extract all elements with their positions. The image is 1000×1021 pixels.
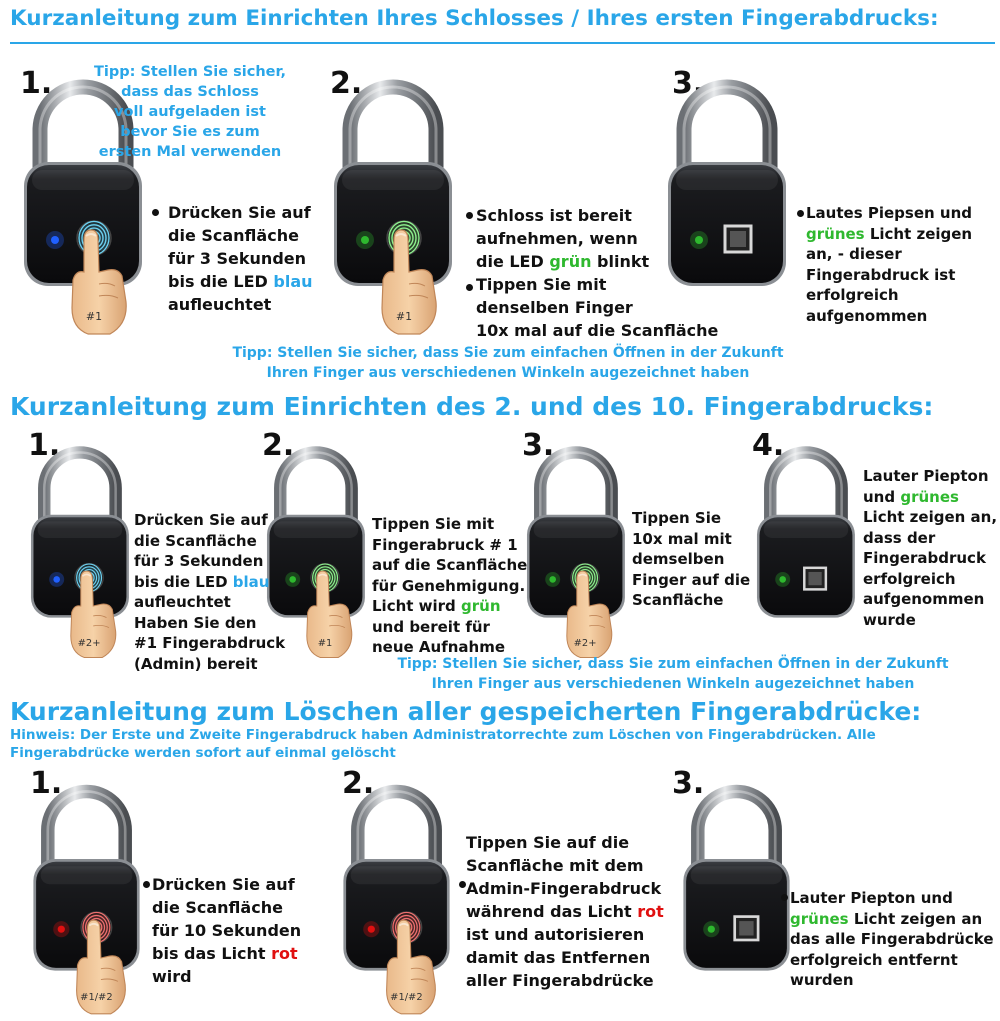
section2-heading: Kurzanleitung zum Einrichten des 2. und des 10. Fingerabdrucks: xyxy=(10,392,934,421)
s3-step1-text: Drücken Sie auf die Scanfläche für 10 Sekunden bis das Licht rot wird xyxy=(152,875,302,986)
s2-angle-tip: Tipp: Stellen Sie sicher, dass Sie zum einfachen Öffnen in der Zukunft Ihren Finger aus verschiedenen Winkeln augezeichnet haben xyxy=(397,656,949,692)
s3-step3-number: 3. xyxy=(672,766,705,801)
s1-step2-text: Schloss ist bereit aufnehmen, wenn die LED grün blinkt Tippen Sie mit denselben Finger 10x mal auf die Scanfläche xyxy=(476,206,719,340)
s1-step3-text: Lautes Piepsen und grünes Licht zeigen an, - dieser Fingerabdruck ist erfolgreich aufgenommen xyxy=(806,204,973,325)
finger-label: #1 xyxy=(317,637,333,649)
s3-step2-number: 2. xyxy=(342,766,375,801)
finger-label: #2+ xyxy=(573,637,597,649)
s1-step3-number: 3. xyxy=(672,66,705,101)
s2-step4-text: Lauter Piepton und grünes Licht zeigen an, dass der Fingerabdruck erfolgreich aufgenommen wurde xyxy=(863,467,998,629)
pointer-dot xyxy=(466,284,473,291)
padlock-icon xyxy=(28,778,145,1021)
s3-admin-note: Hinweis: Der Erste und Zweite Fingerabdruck haben Administratorrechte zum Löschen von Fingerabdrücken. Alle Fingerabdrücke werden sofort auf einmal gelöscht xyxy=(10,727,876,761)
pointer-dot xyxy=(797,210,804,217)
finger-label: #2+ xyxy=(77,637,101,649)
s2-step3-number: 3. xyxy=(522,428,555,463)
pointer-dot xyxy=(143,881,150,888)
section1-heading: Kurzanleitung zum Einrichten Ihres Schlosses / Ihres ersten Fingerabdrucks: xyxy=(10,6,939,31)
s2-step3-text: Tippen Sie 10x mal mit demselben Finger auf die Scanfläche xyxy=(632,509,751,609)
pointer-dot xyxy=(781,894,788,901)
pointer-dot xyxy=(152,209,159,216)
finger-label: #1/#2 xyxy=(80,992,113,1004)
s2-step1-number: 1. xyxy=(28,428,61,463)
s3-step1-number: 1. xyxy=(30,766,63,801)
s1-step1-number: 1. xyxy=(20,66,53,101)
finger-label: #1 xyxy=(85,310,103,323)
padlock-icon xyxy=(328,72,458,342)
s1-step2-number: 2. xyxy=(330,66,363,101)
padlock-icon xyxy=(522,440,630,664)
pointer-dot xyxy=(466,212,473,219)
s2-step1-text: Drücken Sie auf die Scanfläche für 3 Sekunden bis die LED blau aufleuchtet Haben Sie den #1 Fingerabdruck (Admin) bereit xyxy=(134,511,286,673)
finger-label: #1/#2 xyxy=(390,992,423,1004)
pointer-dot xyxy=(459,881,466,888)
s1-step1-text: Drücken Sie auf die Scanfläche für 3 Sekunden bis die LED blau aufleuchtet xyxy=(168,203,313,314)
s1-charge-tip: Tipp: Stellen Sie sicher, dass das Schloss voll aufgeladen ist bevor Sie es zum ersten Mal verwenden xyxy=(94,64,286,160)
s2-step4-number: 4. xyxy=(752,428,785,463)
section1-divider xyxy=(10,42,995,44)
finger-label: #1 xyxy=(395,310,413,323)
padlock-icon xyxy=(752,440,860,664)
padlock-icon xyxy=(338,778,455,1021)
section3-heading: Kurzanleitung zum Löschen aller gespeicherten Fingerabdrücke: xyxy=(10,697,922,726)
s1-angle-tip: Tipp: Stellen Sie sicher, dass Sie zum einfachen Öffnen in der Zukunft Ihren Finger aus verschiedenen Winkeln augezeichnet haben xyxy=(232,345,784,381)
s3-step3-text: Lauter Piepton und grünes Licht zeigen an das alle Fingerabdrücke erfolgreich entfernt wurden xyxy=(790,889,994,989)
s2-step2-text: Tippen Sie mit Fingerabruck # 1 auf die Scanfläche für Genehmigung. Licht wird grün und bereit für neue Aufnahme xyxy=(372,515,528,656)
s2-step2-number: 2. xyxy=(262,428,295,463)
padlock-icon xyxy=(26,440,134,664)
s3-step2-text: Tippen Sie auf die Scanfläche mit dem Admin-Fingerabdruck während das Licht rot ist und autorisieren damit das Entfernen aller Fingerabdrücke xyxy=(466,833,664,990)
padlock-icon xyxy=(678,778,795,1021)
